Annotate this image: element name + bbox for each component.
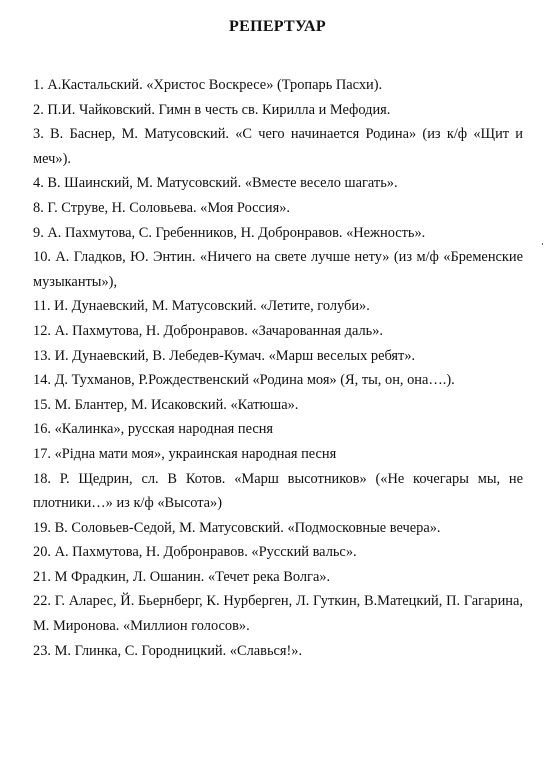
- list-item: 10. А. Гладков, Ю. Энтин. «Ничего на свете лучше нету» (из м/ф «Бременские музыканты»),: [33, 249, 523, 290]
- list-item: 12. А. Пахмутова, Н. Добронравов. «Зачарованная даль».: [33, 322, 384, 339]
- list-item: 20. А. Пахмутова, Н. Добронравов. «Русский вальс».: [33, 544, 357, 561]
- list-item: 16. «Калинка», русская народная песня: [33, 421, 274, 438]
- list-item: 13. И. Дунаевский, В. Лебедев-Кумач. «Марш веселых ребят».: [33, 347, 416, 364]
- scan-speck: [542, 243, 543, 245]
- document-title: РЕПЕРТУАР: [229, 18, 326, 35]
- list-item: 9. А. Пахмутова, С. Гребенников, Н. Добронравов. «Нежность».: [33, 224, 426, 241]
- list-item: 1. А.Кастальский. «Христос Воскресе» (Тропарь Пасхи).: [33, 77, 383, 93]
- repertoire-list: [33, 73, 523, 663]
- list-item: 19. В. Соловьев-Седой, М. Матусовский. «Подмосковные вечера».: [33, 519, 441, 536]
- list-item: 23. М. Глинка, С. Городницкий. «Славься!».: [33, 642, 303, 659]
- list-item: 18. Р. Щедрин, сл. В Котов. «Марш высотников» («Не кочегары мы, не плотники…» из к/ф «Высота»): [33, 470, 523, 512]
- list-item: 3. В. Баснер, М. Матусовский. «С чего начинается Родина» (из к/ф «Щит и меч»).: [33, 126, 523, 167]
- list-item: 14. Д. Тухманов, Р.Рождественский «Родина моя» (Я, ты, он, она….).: [33, 372, 455, 389]
- list-item: 8. Г. Струве, Н. Соловьева. «Моя Россия».: [33, 199, 291, 216]
- list-item: 11. И. Дунаевский, М. Матусовский. «Летите, голуби».: [33, 298, 370, 315]
- list-item: 22. Г. Аларес, Й. Бьернберг, К. Нурберген, Л. Гуткин, В.Матецкий, П. Гагарина, М. Миронова. «Миллион голосов».: [33, 593, 523, 635]
- list-item: 4. В. Шаинский, М. Матусовский. «Вместе весело шагать».: [33, 175, 398, 192]
- list-item: 2. П.И. Чайковский. Гимн в честь св. Кирилла и Мефодия.: [33, 101, 391, 118]
- list-item: 15. М. Блантер, М. Исаковский. «Катюша».: [33, 396, 299, 413]
- list-item: 21. М Фрадкин, Л. Ошанин. «Течет река Волга».: [33, 568, 331, 585]
- list-item: 17. «Рідна мати моя», украинская народная песня: [33, 445, 337, 462]
